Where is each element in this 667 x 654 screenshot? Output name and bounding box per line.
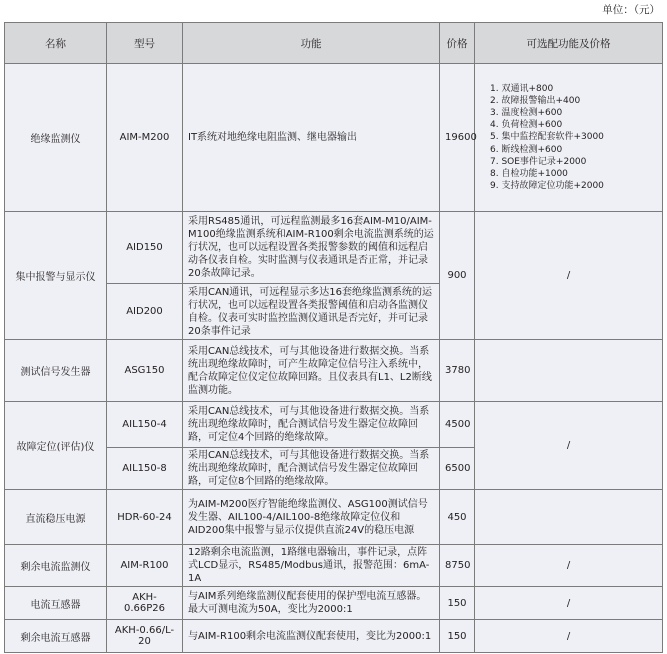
option-item: 1. 双通讯+800 <box>490 83 554 94</box>
product-options <box>475 490 663 545</box>
product-function: 12路剩余电流监测，1路继电器输出，事件记录，点阵式LCD显示，RS485/Modbus通讯，报警范围：6mA-1A <box>183 545 440 587</box>
header-function: 功能 <box>183 23 440 64</box>
product-function: 与AIM系列绝缘监测仪配套使用的保护型电流互感器。最大可测电流为50A，变比为2000:1 <box>183 587 440 620</box>
product-function: 为AIM-M200医疗智能绝缘监测仪、ASG100测试信号发生器、AIL100-4/AIL100-8绝缘故障定位仪和AID200集中报警与显示仪提供直流24V的稳压电源 <box>183 490 440 545</box>
table-row <box>5 340 663 402</box>
product-name: 剩余电流监测仪 <box>5 545 107 587</box>
product-price: 8750 <box>440 545 475 587</box>
product-model: ASG150 <box>107 340 183 402</box>
option-item: 5. 集中监控配套软件+3000 <box>490 132 604 143</box>
product-price: 4500 <box>440 402 475 448</box>
product-name: 电流互感器 <box>5 587 107 620</box>
header-name: 名称 <box>5 23 107 64</box>
product-price: 150 <box>440 620 475 653</box>
header-price: 价格 <box>440 23 475 64</box>
product-model: AIM-R100 <box>107 545 183 587</box>
product-model: AKH-0.66/L-20 <box>107 620 183 653</box>
product-model: AID150 <box>107 212 183 284</box>
product-options: / <box>475 212 663 340</box>
product-model: AID200 <box>107 284 183 340</box>
product-price: 6500 <box>440 448 475 490</box>
table-row <box>5 545 663 587</box>
product-function: 采用RS485通讯，可远程监测最多16套AIM-M10/AIM-M100绝缘监测系统和AIM-R100剩余电流监测系统的运行状况，也可以远程设置各类报警参数的阈值和远程启动各仪表自检。实时监测与仪表通讯是否正常，并记录20条故障记录。 <box>183 212 440 284</box>
option-item: 2. 故障报警输出+400 <box>490 95 581 106</box>
table-row <box>5 620 663 653</box>
option-item: 9. 支持故障定位功能+2000 <box>490 181 604 192</box>
product-price: 150 <box>440 587 475 620</box>
table-row <box>5 402 663 448</box>
option-item: 7. SOE事件记录+2000 <box>490 156 587 167</box>
product-name: 测试信号发生器 <box>5 340 107 402</box>
product-function: 与AIM-R100剩余电流监测仪配套使用，变比为2000:1 <box>183 620 440 653</box>
option-item: 8. 自检功能+1000 <box>490 169 568 179</box>
price-table <box>4 22 663 653</box>
options-list <box>480 83 657 193</box>
option-item: 6. 断线检测+600 <box>490 144 563 155</box>
product-price: 450 <box>440 490 475 545</box>
product-name: 剩余电流互感器 <box>5 620 107 653</box>
product-options <box>475 340 663 402</box>
product-options: / <box>475 587 663 620</box>
product-function: IT系统对地绝缘电阻监测、继电器输出 <box>183 64 440 212</box>
header-row <box>5 23 663 64</box>
table-row <box>5 212 663 284</box>
product-model: AIL150-8 <box>107 448 183 490</box>
product-options: / <box>475 545 663 587</box>
product-name: 故障定位(评估)仪 <box>5 402 107 490</box>
product-model: AIL150-4 <box>107 402 183 448</box>
product-function: 采用CAN总线技术，可与其他设备进行数据交换。当系统出现绝缘故障时，配合测试信号发生器定位故障回路，可定位4个回路的绝缘故障。 <box>183 402 440 448</box>
product-name: 绝缘监测仪 <box>5 64 107 212</box>
option-item: 3. 温度检测+600 <box>490 107 563 118</box>
table-row <box>5 587 663 620</box>
product-name: 集中报警与显示仪 <box>5 212 107 340</box>
header-model: 型号 <box>107 23 183 64</box>
table-row <box>5 490 663 545</box>
product-function: 采用CAN通讯，可远程显示多达16套绝缘监测系统的运行状况，也可以远程设置各类报警阈值和启动各监测仪自检。仪表可实时监控监测仪通讯是否完好，并可记录20条事件记录 <box>183 284 440 340</box>
product-model: AKH-0.66P26 <box>107 587 183 620</box>
product-price: 3780 <box>440 340 475 402</box>
header-options: 可选配功能及价格 <box>475 23 663 64</box>
product-model: AIM-M200 <box>107 64 183 212</box>
product-model: HDR-60-24 <box>107 490 183 545</box>
product-function: 采用CAN总线技术，可与其他设备进行数据交换。当系统出现绝缘故障时，配合测试信号发生器定位故障回路，可定位8个回路的绝缘故障。 <box>183 448 440 490</box>
product-options: / <box>475 620 663 653</box>
product-price: 900 <box>440 212 475 340</box>
product-name: 直流稳压电源 <box>5 490 107 545</box>
option-item: 4. 负荷检测+600 <box>490 120 563 131</box>
product-function: 采用CAN总线技术，可与其他设备进行数据交换。当系统出现绝缘故障时，可产生故障定位信号注入系统中，配合故障定位仪定位故障回路。且仪表具有L1、L2断线监测功能。 <box>183 340 440 402</box>
product-price: 19600 <box>440 64 475 212</box>
product-options <box>475 64 663 212</box>
table-row <box>5 64 663 212</box>
unit-label: 单位：（元） <box>602 4 660 16</box>
product-options: / <box>475 402 663 490</box>
